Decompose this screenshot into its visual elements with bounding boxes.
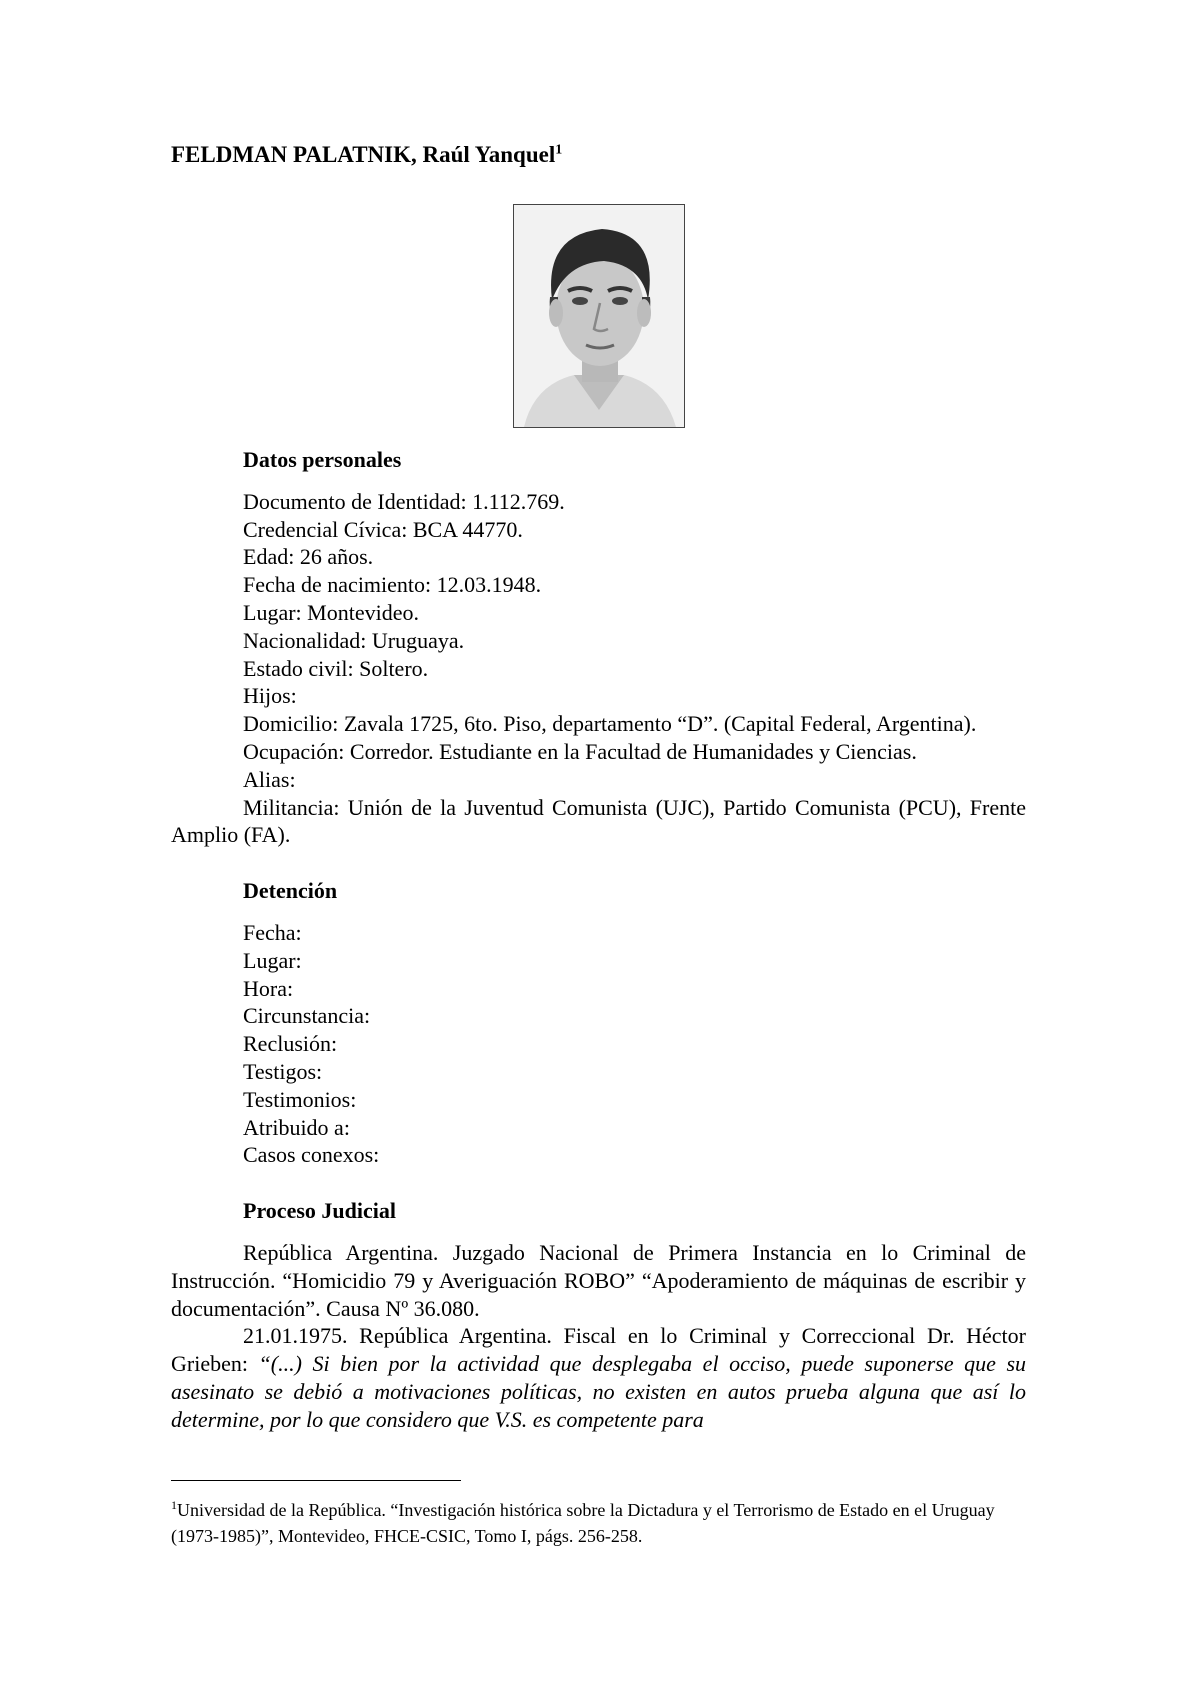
- field-nacionalidad: Nacionalidad: Uruguaya.: [243, 627, 465, 653]
- section-heading-proceso: Proceso Judicial: [243, 1198, 396, 1224]
- proceso-paragraph-2: [171, 1322, 1026, 1433]
- section-heading-datos: Datos personales: [243, 447, 402, 472]
- field-detencion-hora: Hora:: [243, 975, 294, 1001]
- portrait-photo: [513, 204, 685, 428]
- field-credencial: Credencial Cívica: BCA 44770.: [243, 516, 523, 542]
- field-detencion-fecha: Fecha:: [243, 919, 302, 945]
- field-casos-conexos: Casos conexos:: [243, 1142, 380, 1168]
- field-militancia: Militancia: Unión de la Juventud Comunista (UJC), Partido Comunista (PCU), Frente Amplio (FA).: [171, 794, 1026, 848]
- proceso-paragraph-2-lead: 21.01.1975. República Argentina. Fiscal en lo Criminal y Correccional Dr. Héctor Grieben:: [171, 1323, 1026, 1377]
- field-detencion-lugar: Lugar:: [243, 947, 302, 973]
- field-domicilio: Domicilio: Zavala 1725, 6to. Piso, departamento “D”. (Capital Federal, Argentina).: [243, 711, 977, 737]
- footnote-separator: [171, 1480, 461, 1481]
- field-alias: Alias:: [243, 766, 296, 792]
- field-reclusion: Reclusión:: [243, 1031, 338, 1057]
- field-testigos: Testigos:: [243, 1058, 323, 1084]
- field-circunstancia: Circunstancia:: [243, 1003, 371, 1029]
- field-edad: Edad: 26 años.: [243, 544, 374, 570]
- footnote: [171, 1492, 1031, 1549]
- section-heading-detencion: Detención: [243, 878, 338, 904]
- field-ocupacion: Ocupación: Corredor. Estudiante en la Facultad de Humanidades y Ciencias.: [243, 738, 917, 764]
- field-documento: Documento de Identidad: 1.112.769.: [243, 488, 565, 514]
- person-name: FELDMAN PALATNIK, Raúl Yanquel: [171, 142, 556, 167]
- field-testimonios: Testimonios:: [243, 1086, 357, 1112]
- document-body: [171, 446, 1026, 1434]
- field-hijos: Hijos:: [243, 683, 297, 709]
- person-name-title: [171, 142, 562, 168]
- footnote-reference[interactable]: 1: [555, 142, 563, 158]
- footnote-text: Universidad de la República. “Investigación histórica sobre la Dictadura y el Terrorismo de Estado en el Uruguay (1973-1985)”, Montevideo, FHCE-CSIC, Tomo I, págs. 256-258.: [171, 1500, 995, 1546]
- proceso-paragraph-1: República Argentina. Juzgado Nacional de Primera Instancia en lo Criminal de Instrucción. “Homicidio 79 y Averiguación ROBO” “Apoderamiento de máquinas de escribir y documentación”. Causa Nº 36.080.: [171, 1239, 1026, 1321]
- field-lugar: Lugar: Montevideo.: [243, 599, 419, 625]
- footnote-marker: 1: [171, 1498, 177, 1512]
- proceso-quote: “(...) Si bien por la actividad que desplegaba el occiso, puede suponerse que su asesinato se debió a motivaciones políticas, no existen en autos prueba alguna que así lo determine, por lo que considero que V.S. es competente para: [171, 1351, 1026, 1432]
- field-estado-civil: Estado civil: Soltero.: [243, 655, 429, 681]
- portrait-image: [514, 205, 684, 427]
- field-atribuido: Atribuido a:: [243, 1114, 350, 1140]
- field-fecha-nacimiento: Fecha de nacimiento: 12.03.1948.: [243, 572, 542, 598]
